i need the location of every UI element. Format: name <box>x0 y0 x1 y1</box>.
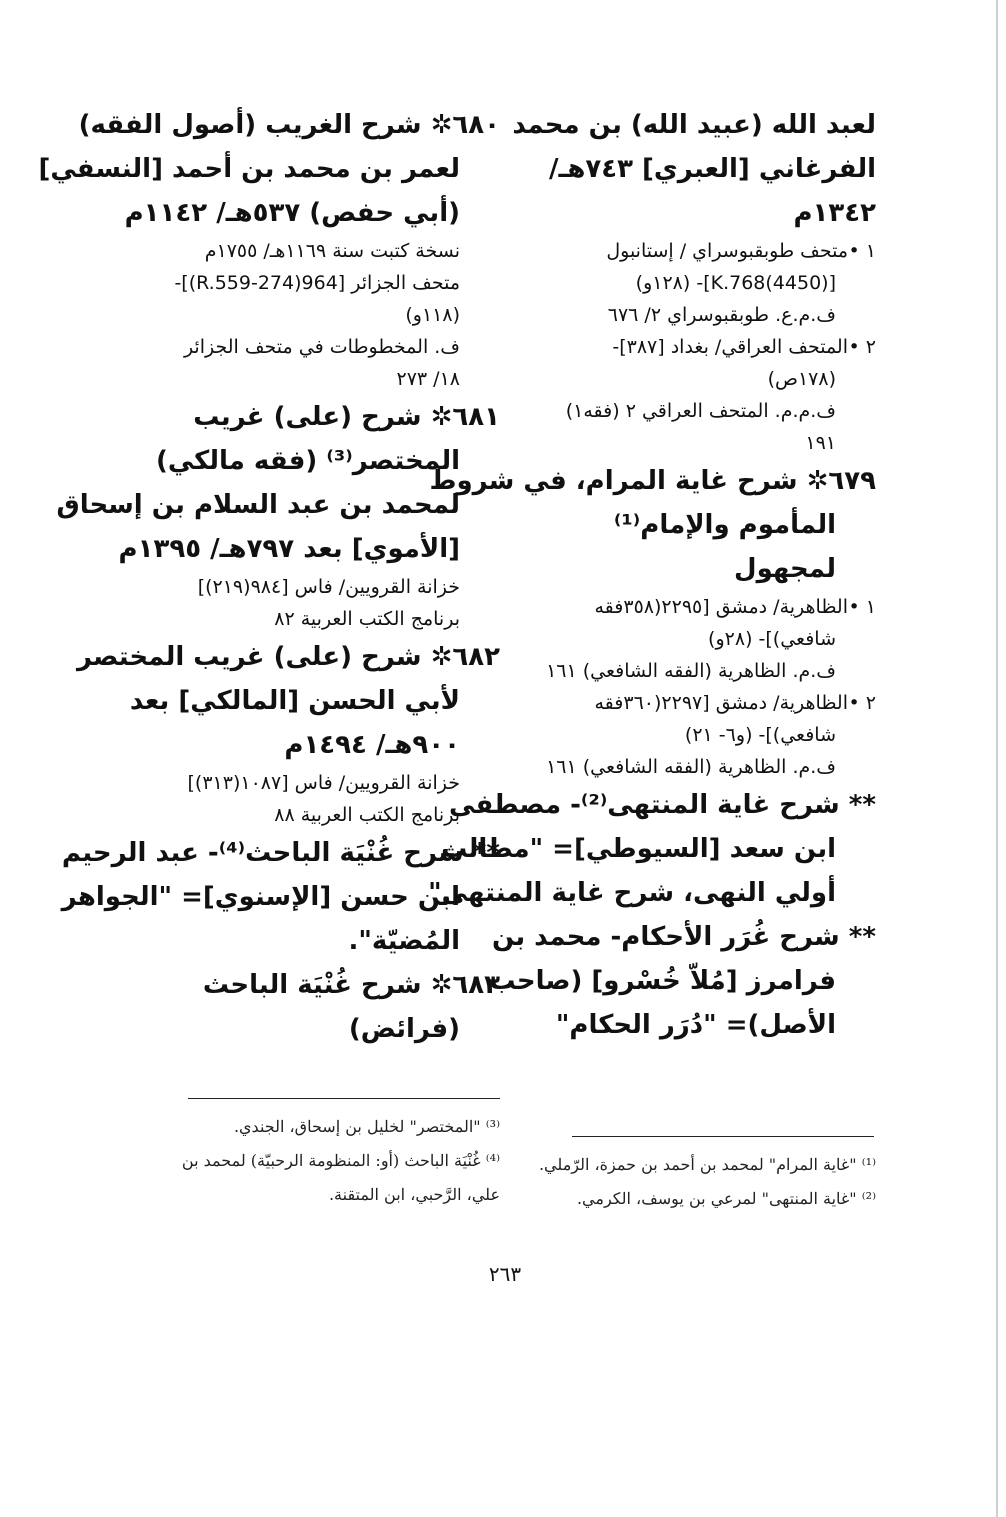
footnote-rule-right <box>572 1136 874 1137</box>
line-text: ** شرح غاية المنتهى⁽²⁾- مصطفى <box>449 790 876 820</box>
line-text: ١٩١ <box>805 432 836 454</box>
entry-detail-line <box>148 299 500 331</box>
line-text: متحف الجزائر [964(274-R.559)]- <box>174 272 460 294</box>
line-text: لمحمد بن عبد السلام بن إسحاق <box>56 490 460 520</box>
footnote-line: ⁽²⁾ "غاية المنتهى" لمرعي بن يوسف، الكرمي. <box>576 1189 876 1208</box>
line-text: ٦٨٢✲ شرح (على) غريب المختصر <box>77 642 500 672</box>
entry-detail-line <box>148 767 500 799</box>
entry-heading-line <box>512 103 876 147</box>
left-column <box>38 103 500 1051</box>
entry-heading-line <box>148 395 500 439</box>
line-text: المختصر⁽³⁾ (فقه مالكي) <box>155 446 460 476</box>
entry-heading-line <box>78 103 500 147</box>
line-text: ف.م.ع. طوبقبوسراي ٢/ ٦٧٦ <box>607 304 836 326</box>
entry-detail-line <box>148 603 500 635</box>
entry-heading-line <box>148 723 500 767</box>
entry-heading-line <box>148 439 500 483</box>
page-number: ٢٦٣ <box>488 1262 522 1286</box>
page-edge-shadow <box>996 0 998 1517</box>
entry-detail-line <box>538 299 876 331</box>
entry-detail-line <box>538 427 876 459</box>
line-text: (١٧٨ص) <box>767 368 836 390</box>
line-text: (١١٨و) <box>405 304 460 326</box>
entry-heading-line <box>129 679 500 723</box>
line-text: ** شرح غُنْيَة الباحث⁽⁴⁾- عبد الرحيم <box>61 838 500 868</box>
footnote-line: علي، الرَّحبي، ابن المتقنة. <box>328 1185 500 1204</box>
entry-heading-line <box>538 1003 876 1047</box>
entry-detail-line <box>538 719 876 751</box>
line-text: ابن سعد [السيوطي]= "مطالب <box>441 834 836 864</box>
line-text: لعمر بن محمد بن أحمد [النسفي] <box>38 154 460 184</box>
footnotes-right <box>540 1148 876 1216</box>
entry-detail-line <box>538 235 876 267</box>
entry-heading-line <box>38 147 500 191</box>
footnotes-left <box>148 1110 500 1212</box>
line-text: المأموم والإمام⁽¹⁾ <box>613 510 836 540</box>
line-text: ١٨/ ٢٧٣ <box>396 368 460 390</box>
entry-heading-line <box>148 1007 500 1051</box>
line-text: ٦٨١✲ شرح (على) غريب <box>193 402 500 432</box>
line-text: خزانة القرويين/ فاس [١٠٨٧(٣١٣)] <box>187 772 460 794</box>
line-text: المُضيّة". <box>348 926 460 956</box>
line-text: برنامج الكتب العربية ٨٢ <box>274 608 460 630</box>
line-text: لمجهول <box>734 554 836 584</box>
line-text: [الأموي] بعد ٧٩٧هـ/ ١٣٩٥م <box>118 534 460 564</box>
footnote-line: ⁽¹⁾ "غاية المرام" لمحمد بن أحمد بن حمزة، الرّملي. <box>538 1155 876 1174</box>
line-text: الظاهرية/ دمشق [٢٢٩٥(٣٥٨فقه <box>594 596 848 618</box>
entry-heading-line <box>61 831 500 875</box>
entry-detail-line <box>148 799 500 831</box>
line-text: متحف طوبقبوسراي / إستانبول <box>606 240 848 262</box>
entry-detail-line <box>538 751 876 783</box>
entry-heading-line <box>449 783 876 827</box>
entry-detail-line <box>538 623 876 655</box>
item-number-bullet: ٢ • <box>848 336 876 358</box>
entry-detail-line <box>538 331 876 363</box>
footnote-rule-left <box>188 1098 500 1099</box>
line-text: أولي النهى، شرح غاية المنتهى" <box>428 878 836 908</box>
entry-heading-line <box>491 915 876 959</box>
entry-heading-line <box>77 635 500 679</box>
line-text: ف.م. الظاهرية (الفقه الشافعي) ١٦١ <box>546 756 836 778</box>
line-text: ٩٠٠هـ/ ١٤٩٤م <box>284 730 460 760</box>
line-text: ٦٨٣✲ شرح غُنْيَة الباحث <box>202 970 500 1000</box>
entry-detail-line <box>538 655 876 687</box>
entry-heading-line <box>56 483 500 527</box>
line-text: فرامرز [مُلاّ خُسْرو] (صاحب <box>489 966 836 996</box>
line-text: برنامج الكتب العربية ٨٨ <box>274 804 460 826</box>
entry-heading-line <box>148 919 500 963</box>
entry-detail-line <box>148 363 500 395</box>
entry-heading-line <box>538 147 876 191</box>
entry-detail-line <box>538 363 876 395</box>
line-text: (أبي حفص) ٥٣٧هـ/ ١١٤٢م <box>124 198 460 228</box>
line-text: الأصل)= "دُرَر الحكام" <box>555 1010 836 1040</box>
line-text: شافعي)]- (٢٨و) <box>708 628 836 650</box>
entry-detail-line <box>538 687 876 719</box>
entry-detail-line <box>148 331 500 363</box>
entry-heading-line <box>538 191 876 235</box>
line-text: لأبي الحسن [المالكي] بعد <box>129 686 460 716</box>
line-text: ٦٧٩✲ شرح غاية المرام، في شروط <box>429 466 876 496</box>
item-number-bullet: ٢ • <box>848 692 876 714</box>
line-text: ف. المخطوطات في متحف الجزائر <box>183 336 460 358</box>
entry-heading-line <box>148 963 500 1007</box>
line-text: ف.م.م. المتحف العراقي ٢ (فقه١) <box>565 400 836 422</box>
entry-heading-line <box>428 871 876 915</box>
line-text: ١٣٤٢م <box>793 198 876 228</box>
line-text: الفرغاني [العبري] ٧٤٣هـ/ <box>548 154 876 184</box>
entry-heading-line <box>538 547 876 591</box>
entry-heading-line <box>489 959 876 1003</box>
line-text: [K.768(4450)]- (١٢٨و) <box>635 272 836 294</box>
entry-detail-line <box>148 267 500 299</box>
line-text: ** شرح غُرَر الأحكام- محمد بن <box>491 922 876 952</box>
entry-heading-line <box>538 503 876 547</box>
item-number-bullet: ١ • <box>848 240 876 262</box>
entry-detail-line <box>538 267 876 299</box>
entry-heading-line <box>429 459 876 503</box>
entry-detail-line <box>538 591 876 623</box>
entry-detail-line <box>538 395 876 427</box>
line-text: لعبد الله (عبيد الله) بن محمد <box>512 110 876 140</box>
entry-heading-line <box>124 191 500 235</box>
line-text: الظاهرية/ دمشق [٢٢٩٧(٣٦٠فقه <box>594 692 848 714</box>
footnote-line: ⁽³⁾ "المختصر" لخليل بن إسحاق، الجندي. <box>233 1117 500 1136</box>
line-text: المتحف العراقي/ بغداد [٣٨٧]- <box>612 336 848 358</box>
entry-heading-line <box>61 875 500 919</box>
line-text: خزانة القرويين/ فاس [٩٨٤(٢١٩)] <box>197 576 460 598</box>
entry-heading-line <box>441 827 876 871</box>
line-text: ابن حسن [الإسنوي]= "الجواهر <box>61 882 460 912</box>
entry-detail-line <box>148 235 500 267</box>
line-text: (فرائض) <box>348 1014 460 1044</box>
line-text: ٦٨٠✲ شرح الغريب (أصول الفقه) <box>78 110 500 140</box>
footnote-line: ⁽⁴⁾ غُنْيَة الباحث (أو: المنظومة الرحبيّة) لمحمد بن <box>181 1151 500 1170</box>
line-text: ف.م. الظاهرية (الفقه الشافعي) ١٦١ <box>546 660 836 682</box>
entry-detail-line <box>148 571 500 603</box>
item-number-bullet: ١ • <box>848 596 876 618</box>
entry-heading-line <box>118 527 500 571</box>
line-text: نسخة كتبت سنة ١١٦٩هـ/ ١٧٥٥م <box>204 240 460 262</box>
line-text: شافعي)]- (و٦- ٢١) <box>684 724 836 746</box>
